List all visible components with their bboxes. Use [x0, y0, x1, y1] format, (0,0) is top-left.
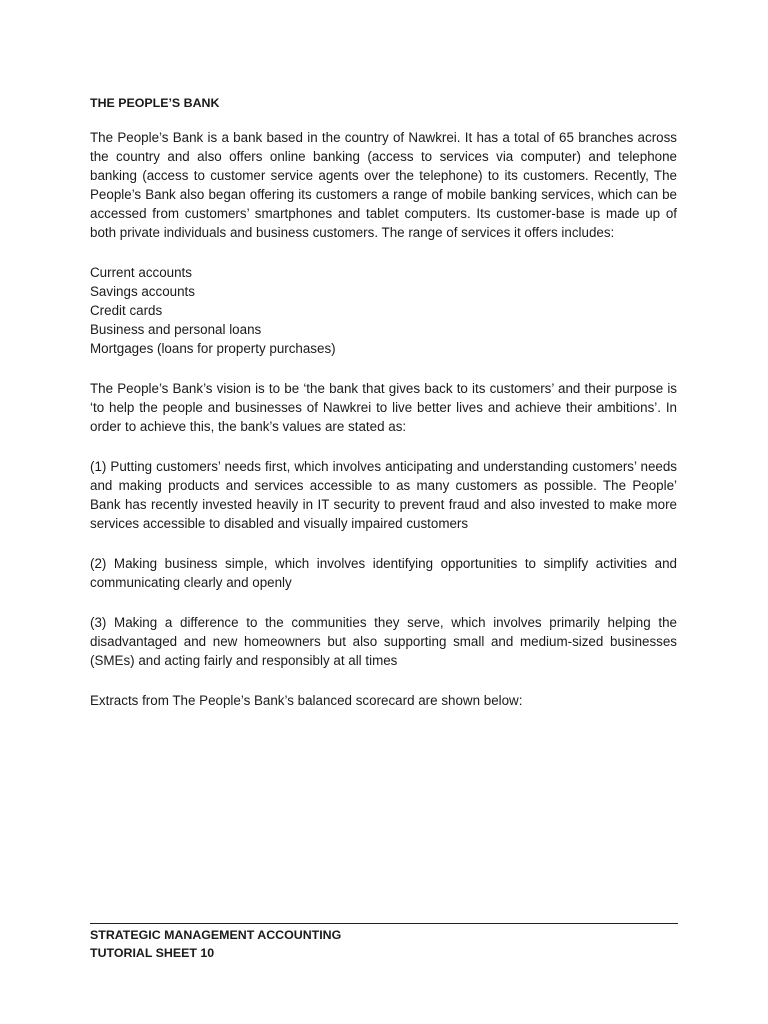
list-item: Business and personal loans [90, 322, 262, 337]
footer-course-title: STRATEGIC MANAGEMENT ACCOUNTING [90, 928, 342, 942]
list-item: Current accounts [90, 265, 192, 280]
value-paragraph-1: (1) Putting customers’ needs first, which involves anticipating and understanding customers’ needs and making products and services accessible to as many customers as possible. The People’ Bank has recently invested heavily in IT security to prevent fraud and also invested to make more services accessible to disabled and visually impaired customers [90, 459, 677, 531]
page-footer [90, 923, 678, 962]
list-item: Credit cards [90, 303, 163, 318]
document-body [90, 94, 677, 731]
value-paragraph-2: (2) Making business simple, which involves identifying opportunities to simplify activities and communicating clearly and openly [90, 556, 677, 590]
list-item: Mortgages (loans for property purchases) [90, 341, 336, 356]
footer-sheet-title: TUTORIAL SHEET 10 [90, 946, 215, 960]
list-item: Savings accounts [90, 284, 195, 299]
vision-paragraph: The People’s Bank’s vision is to be ‘the bank that gives back to its customers’ and their purpose is ‘to help the people and businesses of Nawkrei to live better lives and achieve their ambitions’. In order to achieve this, the bank’s values are stated as: [90, 381, 677, 434]
closing-paragraph: Extracts from The People’s Bank’s balanced scorecard are shown below: [90, 693, 523, 708]
intro-paragraph: The People’s Bank is a bank based in the country of Nawkrei. It has a total of 65 branches across the country and also offers online banking (access to services via computer) and telephone banking (access to customer service agents over the telephone) to its customers. Recently, The People’s Bank also began offering its customers a range of mobile banking services, which can be accessed from customers’ smartphones and tablet computers. Its customer-base is made up of both private individuals and business customers. The range of services it offers includes: [90, 130, 677, 240]
services-list [90, 263, 677, 358]
document-title: THE PEOPLE’S BANK [90, 96, 220, 110]
value-paragraph-3: (3) Making a difference to the communities they serve, which involves primarily helping the disadvantaged and new homeowners but also supporting small and medium-sized businesses (SMEs) and acting fairly and responsibly at all times [90, 615, 677, 668]
